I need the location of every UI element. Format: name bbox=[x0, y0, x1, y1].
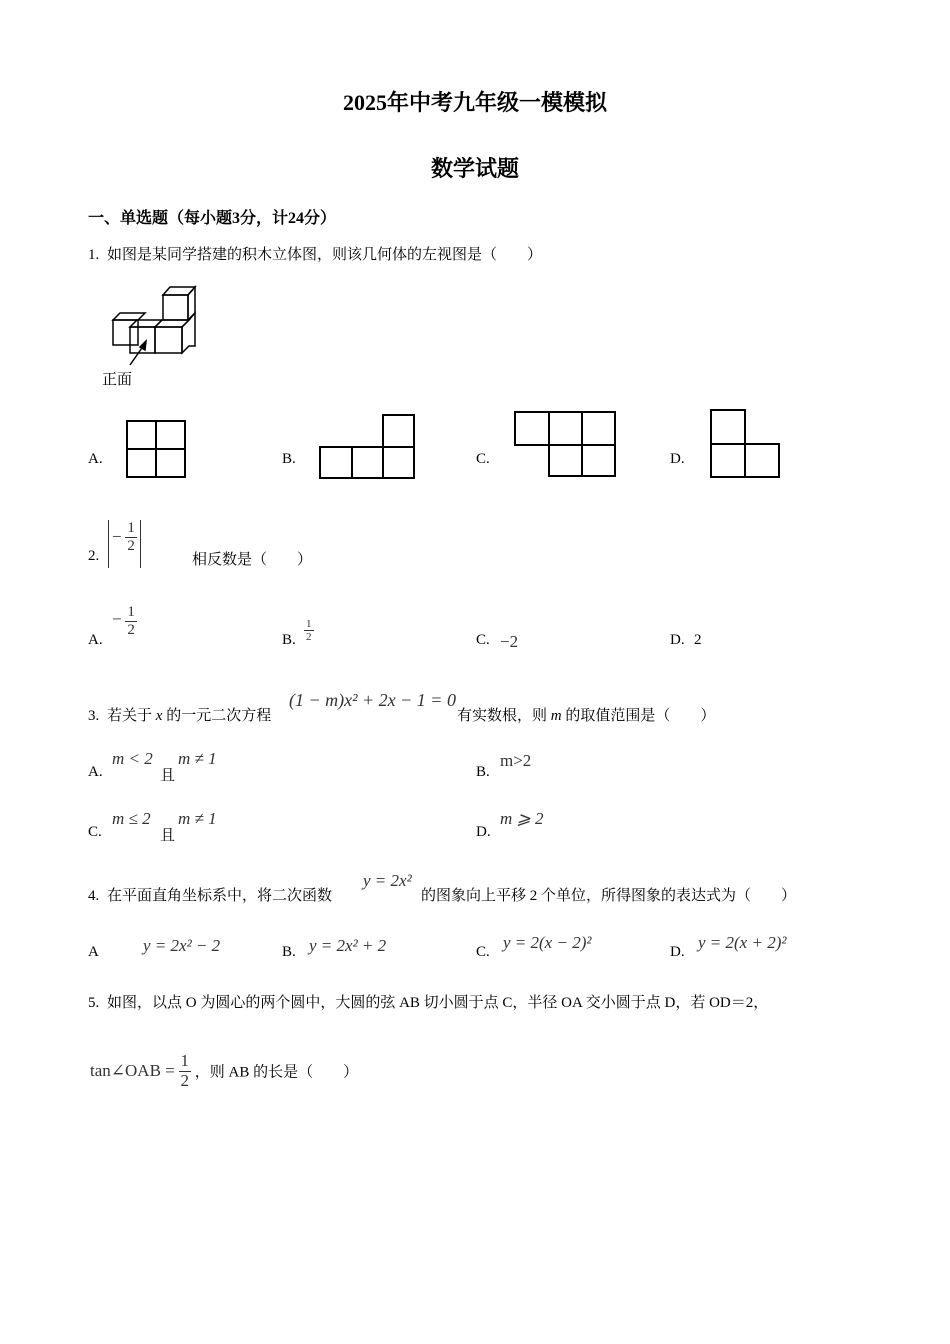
q3-option-a-label: A. bbox=[88, 764, 103, 780]
q3-stem bbox=[88, 704, 271, 725]
q5-tan-fraction bbox=[179, 1052, 192, 1090]
q4-option-b-label: B. bbox=[282, 944, 296, 960]
q5-text: 如图，以点 O 为圆心的两个圆中，大圆的弦 AB 切小圆于点 C，半径 OA 交小圆于点 D，若 OD＝2， bbox=[107, 995, 769, 1011]
q3-option-b-label: B. bbox=[476, 764, 490, 780]
q2-abs-expression bbox=[108, 520, 141, 568]
q3-text4: 的取值范围是（ ） bbox=[565, 708, 716, 724]
q4-option-c-expr: y = 2(x − 2)² bbox=[503, 933, 592, 952]
q3-option-a-and: 且 bbox=[160, 768, 176, 784]
q5-tan-lhs: tan∠OAB = bbox=[90, 1061, 175, 1081]
q3-option-d-label: D. bbox=[476, 824, 491, 840]
q4-text1: 在平面直角坐标系中，将二次函数 bbox=[107, 888, 333, 904]
front-label: 正面 bbox=[102, 372, 133, 388]
q2-option-d-value: 2 bbox=[694, 632, 702, 648]
q2-option-c-label: C. bbox=[476, 632, 490, 648]
q3-text3: 有实数根，则 bbox=[457, 708, 548, 724]
q3-stem-tail bbox=[457, 704, 715, 725]
q3-option-c-label: C. bbox=[88, 824, 102, 840]
q2-b-num: 1 bbox=[306, 618, 312, 630]
q3-option-c-expr1: m ≤ 2 bbox=[112, 809, 151, 828]
q4-option-d-label: D. bbox=[670, 944, 685, 960]
q1-option-b-figure bbox=[319, 414, 417, 480]
q2-a-minus: − bbox=[112, 609, 122, 629]
q4-number: 4. bbox=[88, 888, 100, 904]
q1-option-a-figure bbox=[126, 420, 188, 480]
q3-option-a-expr1: m < 2 bbox=[112, 749, 153, 768]
q1-option-a-label: A. bbox=[88, 451, 103, 467]
q4-stem bbox=[88, 884, 332, 905]
q1-option-c-label: C. bbox=[476, 451, 490, 467]
q4-option-d-expr: y = 2(x + 2)² bbox=[698, 933, 787, 952]
q2-text: 相反数是（ ） bbox=[192, 552, 313, 568]
q1-number: 1. bbox=[88, 247, 100, 263]
q4-option-b-expr: y = 2x² + 2 bbox=[309, 936, 387, 955]
q2-fraction bbox=[125, 520, 137, 554]
q2-frac-num: 1 bbox=[127, 520, 135, 536]
q3-option-c-and: 且 bbox=[160, 828, 176, 844]
q5-stem bbox=[88, 991, 768, 1012]
q4-option-a-label: A bbox=[88, 944, 99, 960]
q3-option-b-expr: m>2 bbox=[500, 751, 532, 770]
q5-tan-den: 2 bbox=[180, 1070, 189, 1090]
q4-option-a-expr: y = 2x² − 2 bbox=[143, 936, 221, 955]
q4-text2: 的图象向上平移 2 个单位，所得图象的表达式为（ ） bbox=[421, 888, 797, 904]
q4-function: y = 2x² bbox=[363, 871, 412, 890]
q2-option-d-label: D. bbox=[670, 632, 685, 648]
page-title: 2025年中考九年级一模模拟 bbox=[342, 90, 607, 115]
q3-text2: 的一元二次方程 bbox=[166, 708, 272, 724]
section-header: 一、单选题（每小题3分，计24分） bbox=[88, 210, 337, 227]
q1-option-d-figure bbox=[709, 408, 783, 480]
q3-text1: 若关于 bbox=[107, 708, 153, 724]
q1-text: 如图是某同学搭建的积木立体图，则该几何体的左视图是（ ） bbox=[107, 247, 543, 263]
q2-option-c-value: −2 bbox=[500, 632, 519, 651]
q1-option-d-label: D. bbox=[670, 451, 685, 467]
q2-option-b-value bbox=[304, 618, 314, 643]
q1-option-b-label: B. bbox=[282, 451, 296, 467]
page-subtitle: 数学试题 bbox=[430, 156, 519, 181]
q2-a-num: 1 bbox=[127, 604, 135, 620]
q2-minus: − bbox=[112, 527, 122, 546]
q2-a-fraction bbox=[125, 604, 137, 638]
q1-stem bbox=[88, 243, 542, 264]
q5-tan-num: 1 bbox=[180, 1051, 189, 1070]
q3-option-c-expr2: m ≠ 1 bbox=[178, 809, 217, 828]
q2-number: 2. bbox=[88, 548, 100, 564]
q2-frac-den: 2 bbox=[127, 537, 135, 554]
q3-var-x: x bbox=[155, 708, 163, 724]
q5-tan-expression bbox=[90, 1052, 358, 1090]
q5-number: 5. bbox=[88, 995, 100, 1011]
q3-number: 3. bbox=[88, 708, 100, 724]
q2-option-a-label: A. bbox=[88, 632, 103, 648]
q2-b-fraction bbox=[304, 618, 314, 643]
q3-option-d-expr: m ⩾ 2 bbox=[500, 809, 544, 828]
q3-equation: (1 − m)x² + 2x − 1 = 0 bbox=[289, 690, 456, 710]
q3-var-m: m bbox=[550, 708, 562, 724]
q3-option-a-expr2: m ≠ 1 bbox=[178, 749, 217, 768]
q2-a-den: 2 bbox=[127, 621, 135, 638]
q1-option-c-figure bbox=[514, 411, 618, 479]
q2-option-b-label: B. bbox=[282, 632, 296, 648]
q2-b-den: 2 bbox=[306, 631, 312, 644]
q4-option-c-label: C. bbox=[476, 944, 490, 960]
q5-text2: ，则 AB 的长是（ ） bbox=[194, 1064, 359, 1081]
q2-option-a-value bbox=[112, 604, 137, 638]
